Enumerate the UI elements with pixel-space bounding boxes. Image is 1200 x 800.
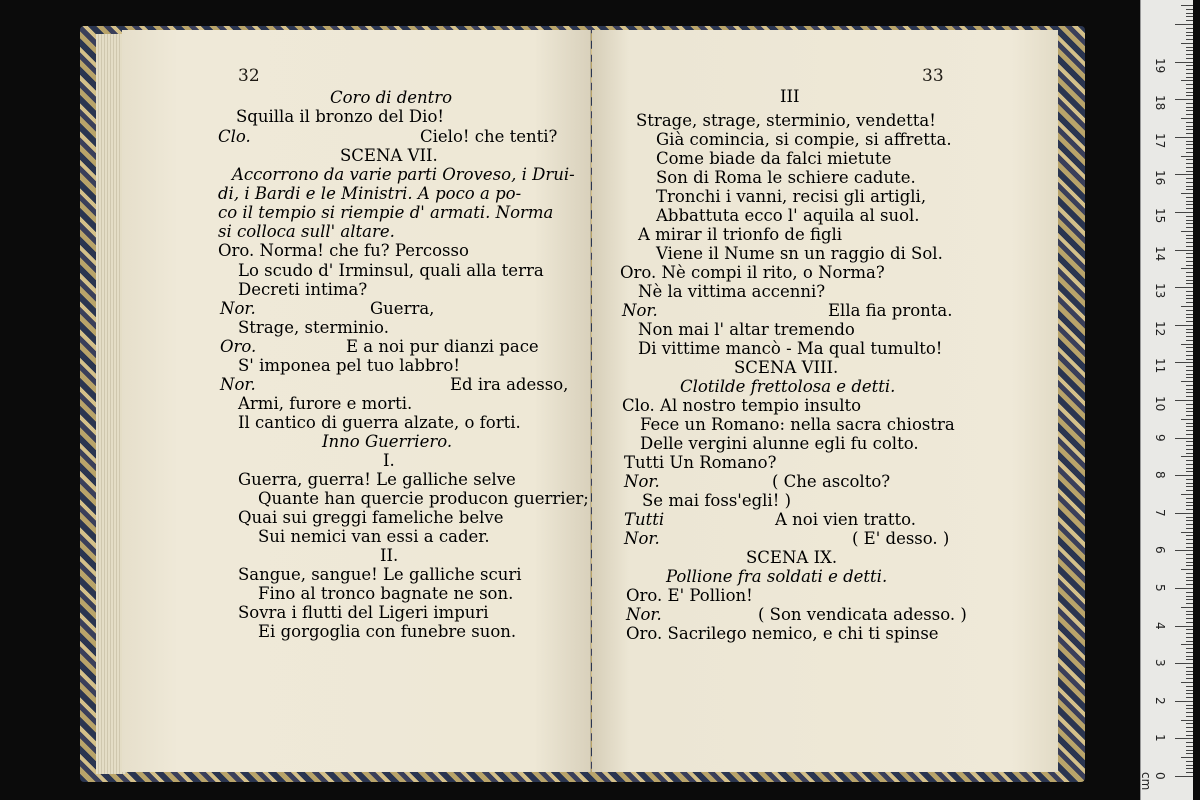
ruler-tick bbox=[1186, 340, 1193, 341]
ruler-tick bbox=[1186, 107, 1193, 108]
ruler-tick bbox=[1186, 178, 1193, 179]
ruler-tick bbox=[1186, 197, 1193, 198]
left-page-text-line: Guerra, bbox=[370, 299, 435, 318]
ruler-tick bbox=[1186, 16, 1193, 17]
ruler-tick bbox=[1186, 528, 1193, 529]
ruler-tick bbox=[1186, 562, 1193, 563]
ruler-tick bbox=[1186, 659, 1193, 660]
ruler-tick bbox=[1186, 641, 1193, 642]
ruler-tick bbox=[1186, 753, 1193, 754]
left-page-text-line: Quai sui greggi fameliche belve bbox=[238, 508, 504, 527]
ruler-tick bbox=[1186, 253, 1193, 254]
ruler-tick bbox=[1186, 332, 1193, 333]
ruler-tick bbox=[1175, 325, 1193, 326]
ruler-number: 5 bbox=[1153, 584, 1167, 592]
ruler-tick bbox=[1181, 381, 1193, 382]
ruler-tick bbox=[1186, 186, 1193, 187]
ruler-tick bbox=[1186, 603, 1193, 604]
ruler-tick bbox=[1186, 208, 1193, 209]
ruler-number: 17 bbox=[1153, 132, 1167, 149]
ruler-tick bbox=[1186, 20, 1193, 21]
ruler-tick bbox=[1186, 385, 1193, 386]
ruler-tick bbox=[1186, 359, 1193, 360]
ruler-tick bbox=[1186, 441, 1193, 442]
ruler-tick bbox=[1186, 611, 1193, 612]
ruler-tick bbox=[1186, 329, 1193, 330]
left-page-text-line: Guerra, guerra! Le galliche selve bbox=[238, 470, 516, 489]
left-page-text-line: Squilla il bronzo del Dio! bbox=[236, 107, 445, 126]
ruler-tick bbox=[1181, 344, 1193, 345]
ruler-tick bbox=[1186, 159, 1193, 160]
ruler-tick bbox=[1175, 438, 1193, 439]
ruler-tick bbox=[1186, 697, 1193, 698]
ruler-tick bbox=[1186, 453, 1193, 454]
ruler-tick bbox=[1175, 588, 1193, 589]
ruler-tick bbox=[1181, 569, 1193, 570]
right-page-text-line: ( E' desso. ) bbox=[852, 529, 950, 548]
ruler-tick bbox=[1186, 408, 1193, 409]
ruler-tick bbox=[1186, 95, 1193, 96]
ruler-tick bbox=[1186, 772, 1193, 773]
right-page-text-line: Come biade da falci mietute bbox=[656, 149, 892, 168]
ruler-tick bbox=[1186, 708, 1193, 709]
ruler-tick bbox=[1186, 629, 1193, 630]
ruler-tick bbox=[1186, 110, 1193, 111]
right-page-text-line: Abbattuta ecco l' aquila al suol. bbox=[656, 206, 920, 225]
right-page-text-line: Nor. bbox=[624, 529, 660, 548]
ruler-tick bbox=[1186, 216, 1193, 217]
ruler-tick bbox=[1186, 471, 1193, 472]
ruler-tick bbox=[1175, 776, 1193, 777]
ruler-tick bbox=[1181, 532, 1193, 533]
right-page-text-line: Pollione fra soldati e detti. bbox=[666, 567, 888, 586]
left-page-text-line: Accorrono da varie parti Oroveso, i Drui- bbox=[232, 165, 575, 184]
ruler-tick bbox=[1186, 220, 1193, 221]
ruler-tick bbox=[1186, 584, 1193, 585]
ruler-tick bbox=[1186, 54, 1193, 55]
left-page-text-line: Sangue, sangue! Le galliche scuri bbox=[238, 565, 522, 584]
ruler-tick bbox=[1186, 580, 1193, 581]
ruler-tick bbox=[1186, 445, 1193, 446]
ruler-tick bbox=[1175, 400, 1193, 401]
ruler-tick bbox=[1186, 479, 1193, 480]
ruler-tick bbox=[1186, 204, 1193, 205]
left-page-text-line: S' imponea pel tuo labbro! bbox=[238, 356, 460, 375]
ruler-tick bbox=[1186, 73, 1193, 74]
ruler-tick bbox=[1186, 596, 1193, 597]
ruler-tick bbox=[1186, 235, 1193, 236]
ruler-tick bbox=[1186, 336, 1193, 337]
ruler-tick bbox=[1186, 693, 1193, 694]
left-page-text-line: Il cantico di guerra alzate, o forti. bbox=[238, 413, 521, 432]
ruler-tick bbox=[1186, 573, 1193, 574]
ruler-tick bbox=[1186, 28, 1193, 29]
ruler-tick bbox=[1186, 122, 1193, 123]
right-page-text-line: Nè la vittima accenni? bbox=[638, 282, 826, 301]
ruler-tick bbox=[1181, 193, 1193, 194]
ruler-tick bbox=[1186, 129, 1193, 130]
ruler-tick bbox=[1186, 520, 1193, 521]
right-page-text-line: Già comincia, si compie, si affretta. bbox=[656, 130, 952, 149]
ruler-tick bbox=[1181, 156, 1193, 157]
ruler-tick bbox=[1186, 509, 1193, 510]
ruler-number: 16 bbox=[1153, 170, 1167, 186]
ruler-tick bbox=[1186, 768, 1193, 769]
ruler-tick bbox=[1175, 212, 1193, 213]
ruler-tick bbox=[1186, 261, 1193, 262]
ruler-tick bbox=[1181, 231, 1193, 232]
left-page-text-line: Oro. Norma! che fu? Percosso bbox=[218, 241, 469, 260]
ruler-tick bbox=[1186, 47, 1193, 48]
left-page-text-line: Ed ira adesso, bbox=[450, 375, 569, 394]
left-page-text-line: Sui nemici van essi a cader. bbox=[258, 527, 490, 546]
ruler-tick bbox=[1186, 92, 1193, 93]
ruler-number: 7 bbox=[1153, 508, 1167, 517]
ruler-number: 19 bbox=[1153, 57, 1167, 73]
right-page-text-line: Tronchi i vanni, recisi gli artigli, bbox=[656, 187, 927, 206]
ruler-tick bbox=[1186, 242, 1193, 243]
right-page-text-line: Clotilde frettolosa e detti. bbox=[680, 377, 896, 396]
ruler-tick bbox=[1186, 13, 1193, 14]
ruler-tick bbox=[1186, 370, 1193, 371]
ruler-tick bbox=[1186, 449, 1193, 450]
ruler-tick bbox=[1186, 133, 1193, 134]
ruler-tick bbox=[1186, 735, 1193, 736]
right-page-text-line: SCENA VIII. bbox=[734, 358, 839, 377]
right-page-text-line: Non mai l' altar tremendo bbox=[638, 320, 855, 339]
ruler-tick bbox=[1186, 126, 1193, 127]
right-page-text-line: Tutti bbox=[624, 510, 665, 529]
ruler-tick bbox=[1186, 750, 1193, 751]
ruler-tick bbox=[1181, 268, 1193, 269]
ruler-tick bbox=[1186, 347, 1193, 348]
ruler-tick bbox=[1186, 265, 1193, 266]
ruler-tick bbox=[1186, 460, 1193, 461]
ruler-tick bbox=[1181, 456, 1193, 457]
ruler-number: 9 bbox=[1153, 433, 1167, 442]
left-page-text-line: Clo. bbox=[218, 127, 251, 146]
ruler-tick bbox=[1186, 276, 1193, 277]
left-page-text-line: Nor. bbox=[220, 299, 256, 318]
ruler-tick bbox=[1175, 362, 1193, 363]
ruler-tick bbox=[1186, 50, 1193, 51]
ruler-tick bbox=[1186, 742, 1193, 743]
ruler-number: 1 bbox=[1153, 734, 1167, 743]
left-page-text-line: Strage, sterminio. bbox=[238, 318, 389, 337]
ruler-tick bbox=[1186, 464, 1193, 465]
left-page-text-line: Sovra i flutti del Ligeri impuri bbox=[238, 603, 489, 622]
ruler-tick bbox=[1186, 39, 1193, 40]
ruler-tick bbox=[1186, 404, 1193, 405]
ruler-tick bbox=[1186, 295, 1193, 296]
ruler-number: 6 bbox=[1153, 546, 1167, 555]
ruler-tick bbox=[1186, 314, 1193, 315]
ruler-tick bbox=[1186, 321, 1193, 322]
left-page-text-line: Ei gorgoglia con funebre suon. bbox=[258, 622, 517, 641]
left-page-text-line: SCENA VII. bbox=[340, 146, 438, 165]
ruler-tick bbox=[1186, 490, 1193, 491]
ruler-tick bbox=[1175, 626, 1193, 627]
left-page-text-line: si colloca sull' altare. bbox=[218, 222, 395, 241]
right-page-text-line: Fece un Romano: nella sacra chiostra bbox=[640, 415, 955, 434]
ruler-tick bbox=[1186, 392, 1193, 393]
left-page-text-line: Quante han quercie producon guerrier; bbox=[258, 489, 589, 508]
ruler-tick bbox=[1175, 513, 1193, 514]
ruler-tick bbox=[1186, 238, 1193, 239]
measurement-ruler bbox=[1140, 0, 1193, 800]
right-page-text-line: III bbox=[780, 87, 800, 106]
left-page-text-line: I. bbox=[383, 451, 395, 470]
right-page-text-line: Nor. bbox=[624, 472, 660, 491]
page-number-left: 32 bbox=[238, 66, 260, 86]
ruler-tick bbox=[1181, 43, 1193, 44]
right-page-text-line: SCENA IX. bbox=[746, 548, 838, 567]
ruler-tick bbox=[1186, 148, 1193, 149]
ruler-tick bbox=[1186, 686, 1193, 687]
ruler-tick bbox=[1181, 118, 1193, 119]
right-page-text-line: Strage, strage, sterminio, vendetta! bbox=[636, 111, 936, 130]
right-page-text-line: Tutti Un Romano? bbox=[624, 453, 777, 472]
right-page-text-line: Di vittime mancò - Ma qual tumulto! bbox=[638, 339, 943, 358]
ruler-tick bbox=[1181, 682, 1193, 683]
ruler-number: 4 bbox=[1153, 621, 1167, 630]
ruler-number: 18 bbox=[1153, 95, 1167, 111]
ruler-tick bbox=[1186, 144, 1193, 145]
ruler-tick bbox=[1186, 201, 1193, 202]
ruler-tick bbox=[1186, 524, 1193, 525]
ruler-tick bbox=[1186, 577, 1193, 578]
ruler-tick bbox=[1186, 396, 1193, 397]
ruler-tick bbox=[1175, 24, 1193, 25]
ruler-tick bbox=[1186, 498, 1193, 499]
right-page-text-line: Son di Roma le schiere cadute. bbox=[656, 168, 916, 187]
ruler-tick bbox=[1186, 246, 1193, 247]
ruler-tick bbox=[1186, 298, 1193, 299]
right-page-text-line: ( Son vendicata adesso. ) bbox=[758, 605, 967, 624]
ruler-number: 11 bbox=[1153, 358, 1167, 374]
right-page-text-line: Ella fia pronta. bbox=[828, 301, 953, 320]
ruler-tick bbox=[1186, 223, 1193, 224]
ruler-tick bbox=[1175, 287, 1193, 288]
ruler-tick bbox=[1186, 716, 1193, 717]
ruler-tick bbox=[1186, 637, 1193, 638]
ruler-tick bbox=[1186, 652, 1193, 653]
ruler-number: 13 bbox=[1153, 283, 1167, 299]
left-page-text-line: co il tempio si riempie d' armati. Norma bbox=[218, 203, 554, 222]
ruler-tick bbox=[1181, 494, 1193, 495]
left-page-text-line: E a noi pur dianzi pace bbox=[346, 337, 539, 356]
right-page-text-line: ( Che ascolto? bbox=[772, 472, 891, 491]
ruler-number: 15 bbox=[1153, 208, 1167, 224]
ruler-tick bbox=[1186, 426, 1193, 427]
ruler-tick bbox=[1186, 272, 1193, 273]
ruler-tick bbox=[1186, 65, 1193, 66]
ruler-tick bbox=[1186, 366, 1193, 367]
ruler-tick bbox=[1186, 483, 1193, 484]
ruler-tick bbox=[1175, 738, 1193, 739]
right-page-text-line: Nor. bbox=[622, 301, 658, 320]
left-page-text-line: Coro di dentro bbox=[330, 88, 453, 107]
ruler-tick bbox=[1175, 62, 1193, 63]
ruler-tick bbox=[1186, 58, 1193, 59]
ruler-tick bbox=[1186, 114, 1193, 115]
ruler-tick bbox=[1186, 502, 1193, 503]
ruler-tick bbox=[1186, 163, 1193, 164]
ruler-number: 12 bbox=[1153, 320, 1167, 337]
right-page-text-line: Viene il Nume sn un raggio di Sol. bbox=[656, 244, 943, 263]
ruler-tick bbox=[1186, 705, 1193, 706]
ruler-tick bbox=[1186, 674, 1193, 675]
ruler-number: 10 bbox=[1153, 396, 1167, 412]
right-page-text-line: Oro. E' Pollion! bbox=[626, 586, 753, 605]
left-page-text-line: Inno Guerriero. bbox=[322, 432, 453, 451]
ruler-tick bbox=[1186, 486, 1193, 487]
ruler-tick bbox=[1186, 103, 1193, 104]
ruler-tick bbox=[1186, 723, 1193, 724]
ruler-tick bbox=[1186, 731, 1193, 732]
ruler-tick bbox=[1175, 663, 1193, 664]
ruler-tick bbox=[1186, 622, 1193, 623]
ruler-tick bbox=[1181, 306, 1193, 307]
ruler-tick bbox=[1186, 554, 1193, 555]
ruler-tick bbox=[1186, 633, 1193, 634]
ruler-tick bbox=[1186, 227, 1193, 228]
ruler-tick bbox=[1186, 667, 1193, 668]
ruler-tick bbox=[1175, 701, 1193, 702]
right-page-text-line: Oro. Nè compi il rito, o Norma? bbox=[620, 263, 885, 282]
ruler-tick bbox=[1181, 5, 1193, 6]
ruler-tick bbox=[1175, 250, 1193, 251]
ruler-tick bbox=[1186, 280, 1193, 281]
left-page-text-line: II. bbox=[380, 546, 399, 565]
right-page-text-line: A mirar il trionfo de figli bbox=[638, 225, 843, 244]
left-page-text-line: Fino al tronco bagnate ne son. bbox=[258, 584, 514, 603]
ruler-tick bbox=[1186, 291, 1193, 292]
ruler-number: 3 bbox=[1153, 659, 1167, 667]
ruler-tick bbox=[1181, 607, 1193, 608]
ruler-tick bbox=[1186, 690, 1193, 691]
ruler-tick bbox=[1186, 415, 1193, 416]
ruler-tick bbox=[1186, 648, 1193, 649]
ruler-tick bbox=[1186, 389, 1193, 390]
right-page-text-line: Nor. bbox=[626, 605, 662, 624]
ruler-tick bbox=[1181, 419, 1193, 420]
ruler-tick bbox=[1186, 302, 1193, 303]
left-page-text-line: Lo scudo d' Irminsul, quali alla terra bbox=[238, 261, 544, 280]
ruler-unit-label: 0 cm bbox=[1139, 772, 1167, 791]
right-page-text-line: Se mai foss'egli! ) bbox=[642, 491, 792, 510]
ruler-tick bbox=[1186, 468, 1193, 469]
ruler-tick bbox=[1181, 720, 1193, 721]
ruler-tick bbox=[1175, 137, 1193, 138]
left-page-text-line: Decreti intima? bbox=[238, 280, 368, 299]
ruler-tick bbox=[1186, 547, 1193, 548]
ruler-tick bbox=[1186, 317, 1193, 318]
left-page-text-line: Armi, furore e morti. bbox=[238, 394, 413, 413]
ruler-tick bbox=[1186, 32, 1193, 33]
ruler-tick bbox=[1186, 423, 1193, 424]
ruler-tick bbox=[1186, 671, 1193, 672]
ruler-tick bbox=[1186, 283, 1193, 284]
page-number-right: 33 bbox=[922, 66, 944, 86]
right-page-text-line: Delle vergini alunne egli fu colto. bbox=[640, 434, 919, 453]
ruler-tick bbox=[1186, 257, 1193, 258]
ruler-tick bbox=[1181, 757, 1193, 758]
ruler-tick bbox=[1186, 84, 1193, 85]
left-page-text-line: Oro. bbox=[220, 337, 257, 356]
ruler-tick bbox=[1186, 565, 1193, 566]
left-page-text-line: di, i Bardi e le Ministri. A poco a po- bbox=[218, 184, 522, 203]
ruler-tick bbox=[1186, 539, 1193, 540]
ruler-tick bbox=[1186, 351, 1193, 352]
right-page-text-line: Oro. Sacrilego nemico, e chi ti spinse bbox=[626, 624, 939, 643]
ruler-tick bbox=[1186, 535, 1193, 536]
ruler-tick bbox=[1186, 77, 1193, 78]
ruler-tick bbox=[1186, 434, 1193, 435]
ruler-tick bbox=[1186, 761, 1193, 762]
right-page-text-line: A noi vien tratto. bbox=[775, 510, 916, 529]
ruler-number: 2 bbox=[1153, 696, 1167, 705]
ruler-tick bbox=[1186, 517, 1193, 518]
ruler-tick bbox=[1186, 558, 1193, 559]
ruler-tick bbox=[1186, 167, 1193, 168]
ruler-tick bbox=[1186, 152, 1193, 153]
ruler-tick bbox=[1186, 374, 1193, 375]
ruler-tick bbox=[1186, 712, 1193, 713]
ruler-tick bbox=[1186, 599, 1193, 600]
ruler-tick bbox=[1175, 475, 1193, 476]
ruler-tick bbox=[1181, 644, 1193, 645]
ruler-tick bbox=[1181, 80, 1193, 81]
ruler-number: 14 bbox=[1153, 245, 1167, 261]
right-page-text-line: Clo. Al nostro tempio insulto bbox=[622, 396, 862, 415]
ruler-number: 8 bbox=[1153, 471, 1167, 479]
ruler-tick bbox=[1186, 727, 1193, 728]
ruler-tick bbox=[1186, 430, 1193, 431]
ruler-tick bbox=[1186, 592, 1193, 593]
left-page-text-line: Cielo! che tenti? bbox=[420, 127, 558, 146]
ruler-tick bbox=[1175, 99, 1193, 100]
ruler-tick bbox=[1186, 678, 1193, 679]
ruler-tick bbox=[1186, 614, 1193, 615]
ruler-tick bbox=[1186, 69, 1193, 70]
ruler-tick bbox=[1186, 9, 1193, 10]
ruler-tick bbox=[1186, 88, 1193, 89]
ruler-tick bbox=[1186, 765, 1193, 766]
ruler-tick bbox=[1186, 355, 1193, 356]
ruler-tick bbox=[1186, 618, 1193, 619]
ruler-tick bbox=[1186, 141, 1193, 142]
ruler-tick bbox=[1186, 543, 1193, 544]
ruler-tick bbox=[1186, 310, 1193, 311]
ruler-tick bbox=[1175, 174, 1193, 175]
ruler-tick bbox=[1186, 189, 1193, 190]
ruler-tick bbox=[1186, 505, 1193, 506]
ruler-tick bbox=[1186, 35, 1193, 36]
left-page-text-line: Nor. bbox=[220, 375, 256, 394]
ruler-tick bbox=[1186, 377, 1193, 378]
ruler-tick bbox=[1186, 746, 1193, 747]
ruler-tick bbox=[1186, 656, 1193, 657]
ruler-tick bbox=[1186, 171, 1193, 172]
ruler-tick bbox=[1175, 550, 1193, 551]
ruler-tick bbox=[1186, 182, 1193, 183]
ruler-tick bbox=[1186, 411, 1193, 412]
